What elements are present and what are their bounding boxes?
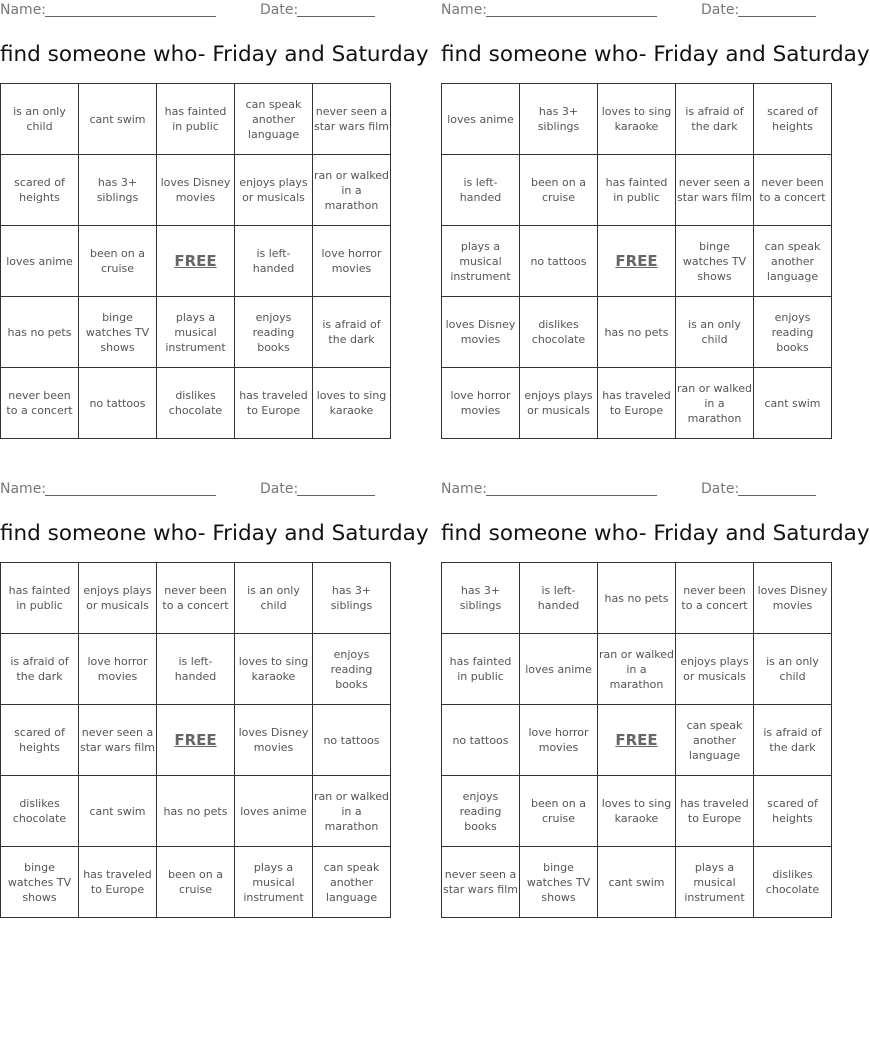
grid-row xyxy=(442,563,832,634)
grid-row xyxy=(1,705,391,776)
bingo-cell: scared of heights xyxy=(1,705,79,776)
bingo-cell: enjoys plays or musicals xyxy=(676,634,754,705)
bingo-cell: loves Disney movies xyxy=(442,297,520,368)
bingo-cell: plays a musical instrument xyxy=(157,297,235,368)
grid-row xyxy=(1,563,391,634)
bingo-cell: is an only child xyxy=(1,84,79,155)
bingo-cell: has no pets xyxy=(157,776,235,847)
bingo-card-3 xyxy=(0,479,429,904)
bingo-cell: has fainted in public xyxy=(157,84,235,155)
bingo-card-2 xyxy=(441,0,870,425)
bingo-cell: has traveled to Europe xyxy=(598,368,676,439)
bingo-card-1 xyxy=(0,0,429,417)
bingo-cell: has fainted in public xyxy=(442,634,520,705)
date-label: Date: xyxy=(701,481,740,497)
name-label: Name: xyxy=(0,481,47,497)
bingo-cell: loves anime xyxy=(1,226,79,297)
bingo-cell: enjoys reading books xyxy=(442,776,520,847)
bingo-cell: has no pets xyxy=(1,297,79,368)
bingo-cell: has no pets xyxy=(598,563,676,634)
bingo-cell: scared of heights xyxy=(1,155,79,226)
bingo-cell: plays a musical instrument xyxy=(235,847,313,918)
bingo-cell: is an only child xyxy=(754,634,832,705)
bingo-cell: is left-handed xyxy=(235,226,313,297)
bingo-cell: love horror movies xyxy=(520,705,598,776)
bingo-cell: can speak another language xyxy=(313,847,391,918)
bingo-cell: has traveled to Europe xyxy=(79,847,157,918)
grid-row xyxy=(1,776,391,847)
bingo-cell: no tattoos xyxy=(442,705,520,776)
bingo-card-4 xyxy=(441,479,870,904)
grid-row xyxy=(442,776,832,847)
bingo-cell: binge watches TV shows xyxy=(520,847,598,918)
bingo-cell: is afraid of the dark xyxy=(1,634,79,705)
bingo-cell: enjoys plays or musicals xyxy=(235,155,313,226)
bingo-cell: cant swim xyxy=(598,847,676,918)
grid-row xyxy=(442,368,832,439)
bingo-cell: loves anime xyxy=(520,634,598,705)
bingo-cell: loves to sing karaoke xyxy=(235,634,313,705)
name-line xyxy=(45,495,216,496)
card-title: find someone who- Friday and Saturday xyxy=(0,521,429,546)
bingo-cell: enjoys plays or musicals xyxy=(520,368,598,439)
bingo-cell: ran or walked in a marathon xyxy=(598,634,676,705)
bingo-grid xyxy=(0,83,391,439)
bingo-cell: loves Disney movies xyxy=(754,563,832,634)
bingo-cell: has 3+ siblings xyxy=(442,563,520,634)
bingo-cell: has no pets xyxy=(598,297,676,368)
bingo-cell: love horror movies xyxy=(442,368,520,439)
bingo-cell: dislikes chocolate xyxy=(157,368,235,439)
bingo-cell: loves to sing karaoke xyxy=(598,776,676,847)
bingo-cell: enjoys plays or musicals xyxy=(79,563,157,634)
grid-row xyxy=(1,84,391,155)
grid-row xyxy=(442,634,832,705)
bingo-cell: been on a cruise xyxy=(520,155,598,226)
bingo-cell: binge watches TV shows xyxy=(676,226,754,297)
bingo-cell: has traveled to Europe xyxy=(676,776,754,847)
grid-row xyxy=(1,847,391,918)
bingo-cell: never been to a concert xyxy=(676,563,754,634)
grid-row xyxy=(1,226,391,297)
date-line xyxy=(297,495,375,496)
grid-row xyxy=(1,155,391,226)
card-title: find someone who- Friday and Saturday xyxy=(441,42,870,67)
bingo-cell: dislikes chocolate xyxy=(754,847,832,918)
bingo-cell: love horror movies xyxy=(313,226,391,297)
bingo-cell: no tattoos xyxy=(79,368,157,439)
date-label: Date: xyxy=(260,481,299,497)
grid-row xyxy=(442,847,832,918)
bingo-cell: can speak another language xyxy=(754,226,832,297)
name-line xyxy=(486,16,657,17)
name-label: Name: xyxy=(441,481,488,497)
name-label: Name: xyxy=(441,2,488,18)
bingo-cell: is an only child xyxy=(235,563,313,634)
grid-row xyxy=(442,155,832,226)
name-label: Name: xyxy=(0,2,47,18)
bingo-cell: loves Disney movies xyxy=(235,705,313,776)
bingo-cell: plays a musical instrument xyxy=(442,226,520,297)
bingo-cell: been on a cruise xyxy=(157,847,235,918)
bingo-cell: is afraid of the dark xyxy=(313,297,391,368)
bingo-cell: loves Disney movies xyxy=(157,155,235,226)
bingo-cell: is afraid of the dark xyxy=(676,84,754,155)
bingo-cell: cant swim xyxy=(754,368,832,439)
bingo-cell: is left-handed xyxy=(520,563,598,634)
bingo-cell: been on a cruise xyxy=(520,776,598,847)
bingo-cell: been on a cruise xyxy=(79,226,157,297)
bingo-cell: is left-handed xyxy=(442,155,520,226)
bingo-cell: loves anime xyxy=(235,776,313,847)
bingo-cell: ran or walked in a marathon xyxy=(676,368,754,439)
grid-row xyxy=(1,297,391,368)
bingo-cell: plays a musical instrument xyxy=(676,847,754,918)
date-label: Date: xyxy=(260,2,299,18)
bingo-cell: never seen a star wars film xyxy=(79,705,157,776)
bingo-grid xyxy=(0,562,391,918)
grid-row xyxy=(1,634,391,705)
bingo-cell: loves anime xyxy=(442,84,520,155)
bingo-grid xyxy=(441,83,832,439)
bingo-cell: cant swim xyxy=(79,776,157,847)
bingo-cell: has 3+ siblings xyxy=(79,155,157,226)
bingo-cell: has fainted in public xyxy=(598,155,676,226)
date-line xyxy=(738,495,816,496)
bingo-cell: ran or walked in a marathon xyxy=(313,776,391,847)
name-date-row xyxy=(441,0,816,22)
name-line xyxy=(45,16,216,17)
grid-row xyxy=(442,84,832,155)
bingo-cell: dislikes chocolate xyxy=(520,297,598,368)
bingo-cell: is an only child xyxy=(676,297,754,368)
card-title: find someone who- Friday and Saturday xyxy=(441,521,870,546)
bingo-cell: scared of heights xyxy=(754,776,832,847)
date-line xyxy=(297,16,375,17)
grid-row xyxy=(1,368,391,439)
bingo-cell: never been to a concert xyxy=(157,563,235,634)
bingo-cell: loves to sing karaoke xyxy=(313,368,391,439)
card-title: find someone who- Friday and Saturday xyxy=(0,42,429,67)
bingo-cell: binge watches TV shows xyxy=(79,297,157,368)
bingo-cell: has fainted in public xyxy=(1,563,79,634)
bingo-cell: never seen a star wars film xyxy=(442,847,520,918)
bingo-cell: never been to a concert xyxy=(1,368,79,439)
bingo-cell: binge watches TV shows xyxy=(1,847,79,918)
free-cell: FREE xyxy=(598,226,676,297)
date-line xyxy=(738,16,816,17)
bingo-cell: dislikes chocolate xyxy=(1,776,79,847)
grid-row xyxy=(442,705,832,776)
bingo-cell: has 3+ siblings xyxy=(520,84,598,155)
bingo-cell: has traveled to Europe xyxy=(235,368,313,439)
date-label: Date: xyxy=(701,2,740,18)
free-cell: FREE xyxy=(157,705,235,776)
bingo-cell: cant swim xyxy=(79,84,157,155)
bingo-cell: never seen a star wars film xyxy=(676,155,754,226)
bingo-cell: scared of heights xyxy=(754,84,832,155)
bingo-cell: enjoys reading books xyxy=(235,297,313,368)
bingo-cell: ran or walked in a marathon xyxy=(313,155,391,226)
bingo-cell: no tattoos xyxy=(520,226,598,297)
bingo-cell: never seen a star wars film xyxy=(313,84,391,155)
bingo-cell: loves to sing karaoke xyxy=(598,84,676,155)
bingo-cell: never been to a concert xyxy=(754,155,832,226)
bingo-cell: love horror movies xyxy=(79,634,157,705)
name-date-row xyxy=(0,479,375,501)
bingo-cell: has 3+ siblings xyxy=(313,563,391,634)
bingo-cell: no tattoos xyxy=(313,705,391,776)
bingo-cell: enjoys reading books xyxy=(313,634,391,705)
name-line xyxy=(486,495,657,496)
bingo-cell: is afraid of the dark xyxy=(754,705,832,776)
grid-row xyxy=(442,226,832,297)
free-cell: FREE xyxy=(598,705,676,776)
bingo-cell: enjoys reading books xyxy=(754,297,832,368)
name-date-row xyxy=(441,479,816,501)
bingo-cell: can speak another language xyxy=(235,84,313,155)
bingo-grid xyxy=(441,562,832,918)
bingo-cell: can speak another language xyxy=(676,705,754,776)
name-date-row xyxy=(0,0,375,22)
free-cell: FREE xyxy=(157,226,235,297)
grid-row xyxy=(442,297,832,368)
bingo-cell: is left-handed xyxy=(157,634,235,705)
